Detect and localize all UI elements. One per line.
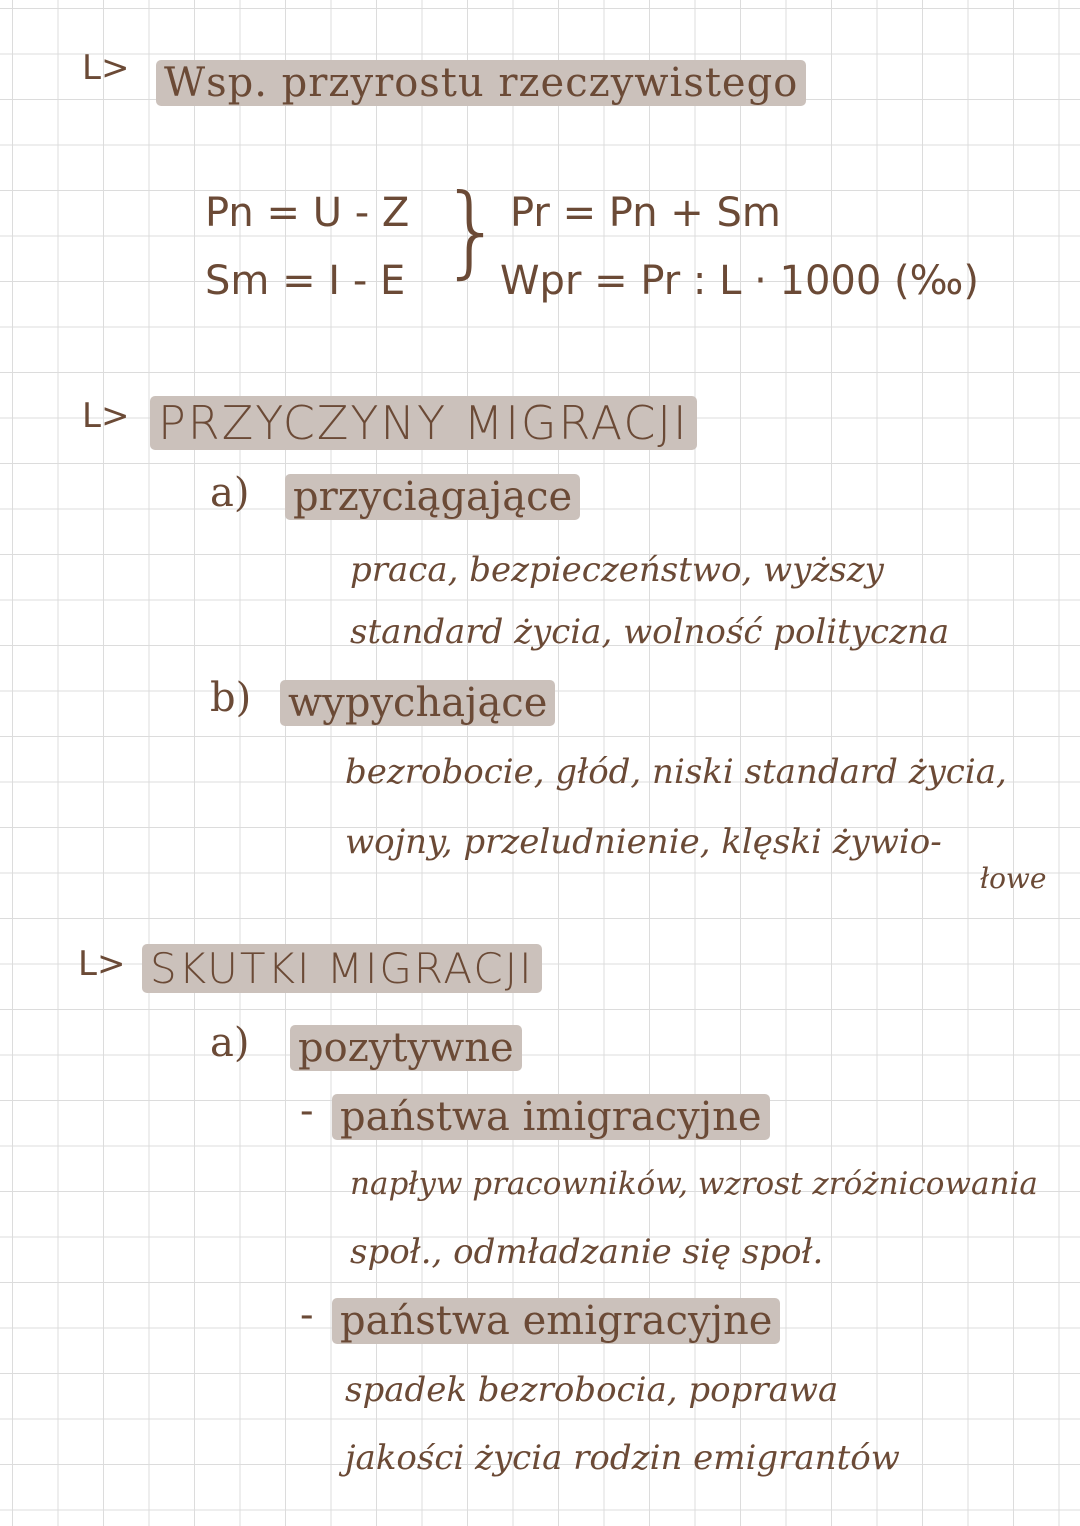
attracting-line-1: praca, bezpieczeństwo, wyższy bbox=[350, 550, 884, 590]
pushing-line-1: bezrobocie, głód, niski standard życia, bbox=[345, 752, 1007, 792]
marker-b-causes: b) bbox=[210, 675, 252, 721]
label-emigration-countries: państwa emigracyjne bbox=[332, 1298, 780, 1344]
marker-a-effects: a) bbox=[210, 1020, 250, 1066]
label-attracting: przyciągające bbox=[285, 474, 580, 520]
arrow-icon: L> bbox=[78, 944, 126, 984]
dash-immigration: - bbox=[300, 1088, 314, 1134]
immigration-line-2: społ., odmładzanie się społ. bbox=[350, 1232, 824, 1272]
marker-a-causes: a) bbox=[210, 470, 250, 516]
label-pushing: wypychające bbox=[280, 680, 555, 726]
pushing-line-2: wojny, przeludnienie, klęski żywio- bbox=[345, 822, 942, 862]
heading-causes: PRZYCZYNY MIGRACJI bbox=[150, 396, 697, 450]
label-immigration-countries: państwa imigracyjne bbox=[332, 1094, 770, 1140]
formula-pr: Pr = Pn + Sm bbox=[510, 190, 781, 236]
formula-sm: Sm = I - E bbox=[205, 258, 406, 304]
pushing-line-3: łowe bbox=[980, 862, 1047, 895]
emigration-line-2: jakości życia rodzin emigrantów bbox=[345, 1438, 900, 1478]
label-positive: pozytywne bbox=[290, 1025, 522, 1071]
formula-pn: Pn = U - Z bbox=[205, 190, 410, 236]
formula-wpr: Wpr = Pr : L · 1000 (‰) bbox=[500, 258, 979, 304]
brace-symbol: } bbox=[440, 172, 504, 289]
emigration-line-1: spadek bezrobocia, poprawa bbox=[345, 1370, 839, 1410]
immigration-line-1: napływ pracowników, wzrost zróżnicowania bbox=[350, 1166, 1038, 1202]
heading-coefficient: Wsp. przyrostu rzeczywistego bbox=[156, 60, 806, 106]
heading-effects: SKUTKI MIGRACJI bbox=[142, 944, 542, 993]
attracting-line-2: standard życia, wolność polityczna bbox=[350, 612, 950, 652]
arrow-icon: L> bbox=[82, 48, 130, 88]
dash-emigration: - bbox=[300, 1292, 314, 1338]
arrow-icon: L> bbox=[82, 396, 130, 436]
